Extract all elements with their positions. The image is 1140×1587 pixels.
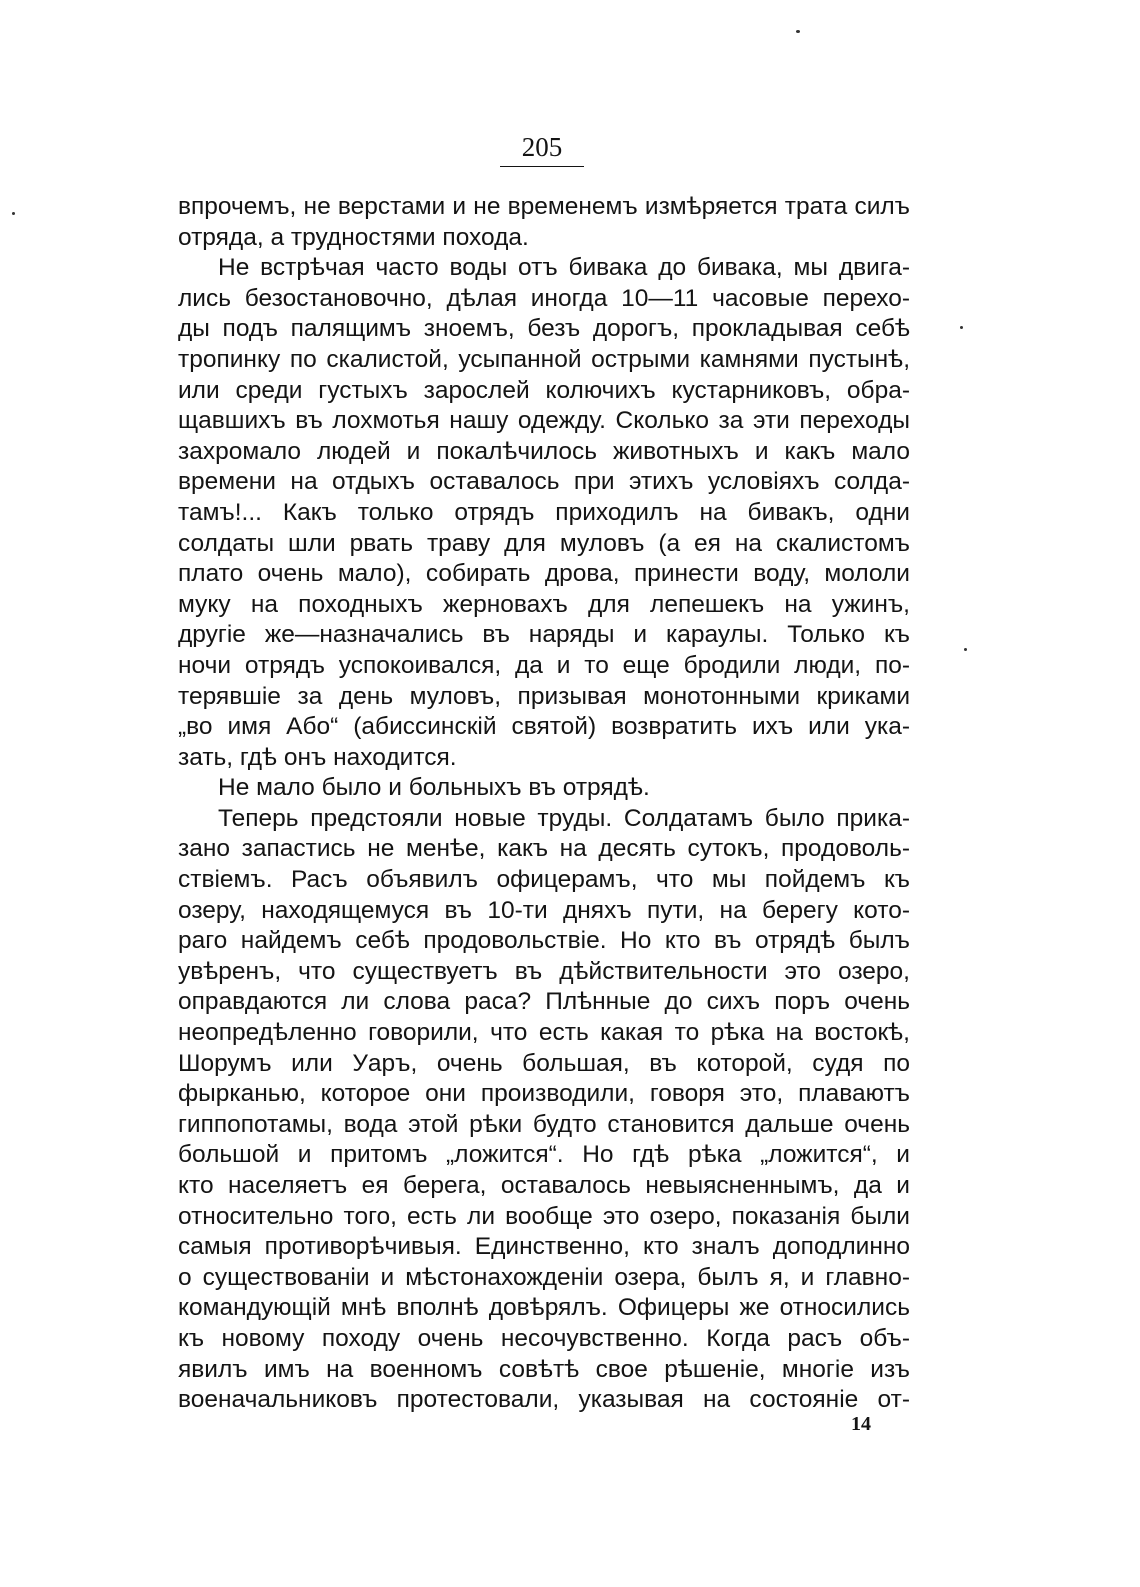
text-line: неопредѣленно говорили, что есть какая то рѣка на востокѣ, bbox=[178, 1019, 910, 1047]
text-line: кто населяетъ ея берега, оставалось невыясненнымъ, да и bbox=[178, 1172, 910, 1199]
text-line: о существованіи и мѣстонахожденіи озера, былъ я, и главно- bbox=[178, 1263, 910, 1291]
text-line: терявшіе за день муловъ, призывая монотонными криками bbox=[178, 682, 910, 710]
text-line: относительно того, есть ли вообще это озеро, показанія были bbox=[178, 1202, 910, 1230]
text-line: плато очень мало), собирать дрова, принести воду, мололи bbox=[178, 560, 910, 588]
text-line: другіе же—назначались въ наряды и караулы. Только къ bbox=[178, 621, 910, 649]
text-line: „во имя Або“ (абиссинскій святой) возвратить ихъ или ука- bbox=[178, 713, 910, 741]
text-line: командующій мнѣ вполнѣ довѣрялъ. Офицеры же относились bbox=[178, 1294, 910, 1322]
paper-speck bbox=[960, 326, 963, 329]
text-line: фырканью, которое они производили, говоря это, плаваютъ bbox=[178, 1080, 910, 1108]
text-line: оправдаются ли слова раса? Плѣнные до сихъ поръ очень bbox=[178, 988, 910, 1016]
text-line: лись безостановочно, дѣлая иногда 10—11 часовые перехо- bbox=[178, 284, 910, 312]
text-line: Не мало было и больныхъ въ отрядѣ. bbox=[218, 774, 650, 802]
text-line: щавшихъ въ лохмотья нашу одежду. Сколько за эти переходы bbox=[178, 407, 910, 435]
paper-speck bbox=[796, 30, 800, 33]
text-line: военачальниковъ протестовали, указывая на состояніе от- bbox=[178, 1386, 910, 1414]
text-line: Не встрѣчая часто воды отъ бивака до бивака, мы двига- bbox=[218, 254, 910, 282]
text-line: озеру, находящемуся въ 10-ти дняхъ пути, на берегу кото- bbox=[178, 896, 910, 924]
text-line: большой и притомъ „ложится“. Но гдѣ рѣка „ложится“, и bbox=[178, 1141, 910, 1169]
body-text bbox=[178, 192, 910, 1416]
paper-speck bbox=[964, 648, 967, 651]
text-line: явилъ имъ на военномъ совѣтѣ свое рѣшеніе, многіе изъ bbox=[178, 1355, 910, 1383]
text-line: увѣренъ, что существуетъ въ дѣйствительности это озеро, bbox=[178, 957, 910, 985]
text-line: Теперь предстояли новые труды. Солдатамъ было прика- bbox=[218, 804, 910, 832]
text-line: муку на походныхъ жерновахъ для лепешекъ на ужинъ, bbox=[178, 590, 910, 618]
printer-signature-mark: 14 bbox=[851, 1413, 871, 1435]
text-line: солдаты шли рвать траву для муловъ (а ея на скалистомъ bbox=[178, 529, 910, 557]
text-line: зать, гдѣ онъ находится. bbox=[178, 743, 457, 771]
text-line: гиппопотамы, вода этой рѣки будто становится дальше очень bbox=[178, 1110, 910, 1138]
text-line: самыя противорѣчивыя. Единственно, кто зналъ доподлинно bbox=[178, 1233, 910, 1261]
text-line: къ новому походу очень несочувственно. Когда расъ объ- bbox=[178, 1324, 910, 1352]
text-line: зано запастись не менѣе, какъ на десять сутокъ, продоволь- bbox=[178, 835, 910, 863]
text-line: отряда, а трудностями похода. bbox=[178, 223, 529, 251]
page-number: 205 bbox=[500, 131, 584, 167]
text-line: времени на отдыхъ оставалось при этихъ условіяхъ солда- bbox=[178, 468, 910, 496]
text-line: захромало людей и покалѣчилось животныхъ и какъ мало bbox=[178, 437, 910, 465]
paper-speck bbox=[12, 212, 15, 215]
text-line: раго найдемъ себѣ продовольствіе. Но кто въ отрядѣ былъ bbox=[178, 927, 910, 955]
text-line: Шорумъ или Уаръ, очень большая, въ которой, судя по bbox=[178, 1049, 910, 1077]
text-line: ночи отрядъ успокоивался, да и то еще бродили люди, по- bbox=[178, 651, 910, 679]
text-line: или среди густыхъ зарослей колючихъ кустарниковъ, обра- bbox=[178, 376, 910, 404]
text-line: тропинку по скалистой, усыпанной острыми камнями пустынѣ, bbox=[178, 345, 910, 373]
text-line: ды подъ палящимъ зноемъ, безъ дорогъ, прокладывая себѣ bbox=[178, 315, 910, 343]
text-line: ствіемъ. Расъ объявилъ офицерамъ, что мы пойдемъ къ bbox=[178, 866, 910, 894]
text-line: тамъ!... Какъ только отрядъ приходилъ на бивакъ, одни bbox=[178, 498, 910, 526]
text-line: впрочемъ, не верстами и не временемъ измѣряется трата силъ bbox=[178, 193, 910, 220]
